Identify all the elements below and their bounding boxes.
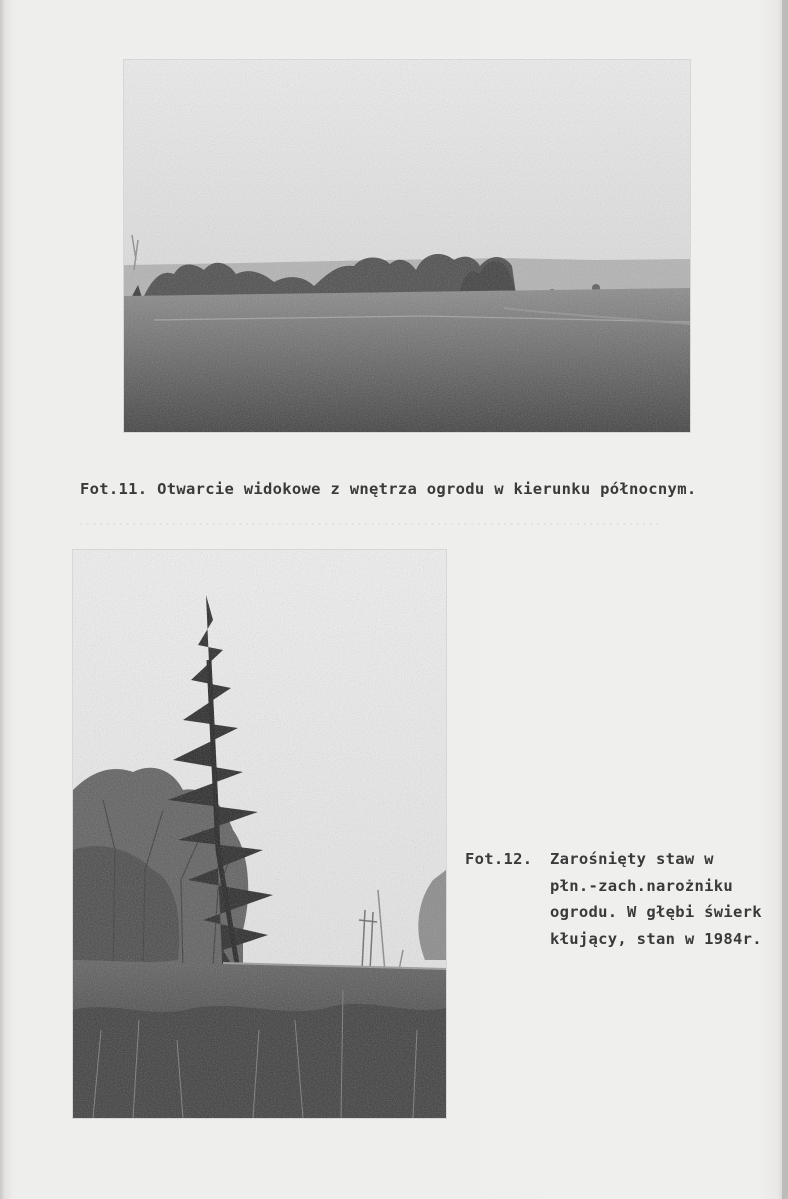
bleed-through-text: ........................................................................................ — [78, 515, 661, 528]
photo-caption-12-label: Fot.12. — [465, 850, 533, 868]
caption-label: Fot.11. — [80, 480, 148, 498]
landscape-photo-image — [124, 60, 690, 432]
spruce-photo — [73, 550, 446, 1118]
photo-caption-12-line: kłujący, stan w 1984r. — [550, 929, 762, 948]
landscape-photo — [124, 60, 690, 432]
photo-caption-11 — [80, 476, 696, 503]
photo-caption-12-line: płn.-zach.narożniku — [550, 876, 734, 895]
photo-caption-12-line: ogrodu. W głębi świerk — [550, 903, 762, 921]
caption-text: Otwarcie widokowe z wnętrza ogrodu w kierunku północnym. — [157, 480, 697, 498]
spruce-photo-image — [73, 550, 446, 1118]
photo-caption-12-line: Zarośnięty staw w — [550, 850, 714, 868]
